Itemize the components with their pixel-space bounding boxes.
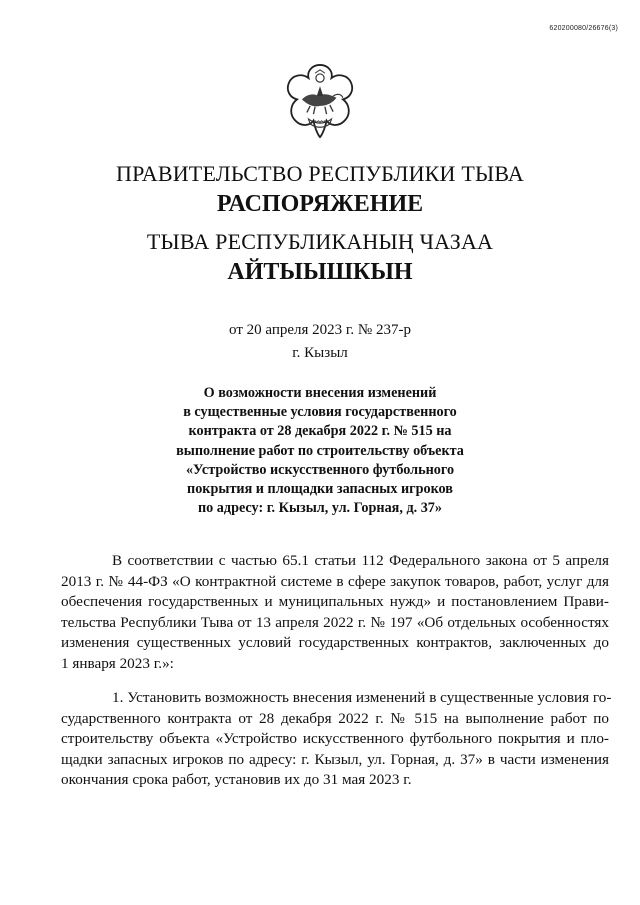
title-line: в существенные условия государственного [183, 404, 457, 421]
paragraph-line: 2013 г. № 44-ФЗ «О контрактной системе в сфере закупок товаров, работ, услуг для [61, 572, 609, 590]
coat-of-arms-icon [279, 60, 361, 142]
paragraph-line: тельства Республики Тыва от 13 апреля 2022 г. № 197 «Об отдельных особенностях [61, 613, 609, 631]
document-type-ru: РАСПОРЯЖЕНИЕ [216, 191, 424, 217]
title-line: выполнение работ по строительству объекта [176, 442, 464, 459]
paragraph-line: 1 января 2023 г.»: [61, 654, 174, 672]
title-line: О возможности внесения изменений [203, 385, 437, 401]
preamble-paragraph [61, 551, 609, 675]
title-line: контракта от 28 декабря 2022 г. № 515 на [188, 423, 452, 440]
paragraph-line: обеспечения государственных и муниципальных нужд» и постановлением Прави- [61, 593, 609, 611]
paragraph-line: изменения существенных условий государственных контрактов, заключенных до [61, 634, 609, 652]
order-title [100, 384, 540, 518]
date-and-number: от 20 апреля 2023 г. № 237-р [229, 322, 411, 338]
document-id: 620200080/26676(3) [549, 25, 618, 32]
title-line: «Устройство искусственного футбольного [185, 461, 455, 478]
paragraph-line: строительству объекта «Устройство искусственного футбольного покрытия и пло- [61, 730, 609, 748]
paragraph-line: 1. Установить возможность внесения изменений в существенные условия го- [112, 689, 612, 706]
paragraph-line: сударственного контракта от 28 декабря 2022 г. № 515 на выполнение работ по [61, 709, 609, 727]
paragraph-line: окончания срока работ, установив их до 31 мая 2023 г. [61, 771, 412, 789]
government-title-tyv: ТЫВА РЕСПУБЛИКАНЫҢ ЧАЗАА [146, 229, 494, 254]
title-line: покрытия и площадки запасных игроков [187, 481, 453, 498]
document-type-tyv: АЙТЫЫШКЫН [227, 259, 413, 285]
clause-1-paragraph [61, 688, 612, 791]
title-line: по адресу: г. Кызыл, ул. Горная, д. 37» [197, 500, 442, 517]
paragraph-line: щадки запасных игроков по адресу: г. Кызыл, ул. Горная, д. 37» в части изменения [61, 750, 609, 768]
paragraph-line: В соответствии с частью 65.1 статьи 112 Федерального закона от 5 апреля [112, 552, 609, 569]
city: г. Кызыл [292, 345, 348, 361]
government-title-ru: ПРАВИТЕЛЬСТВО РЕСПУБЛИКИ ТЫВА [116, 161, 524, 186]
